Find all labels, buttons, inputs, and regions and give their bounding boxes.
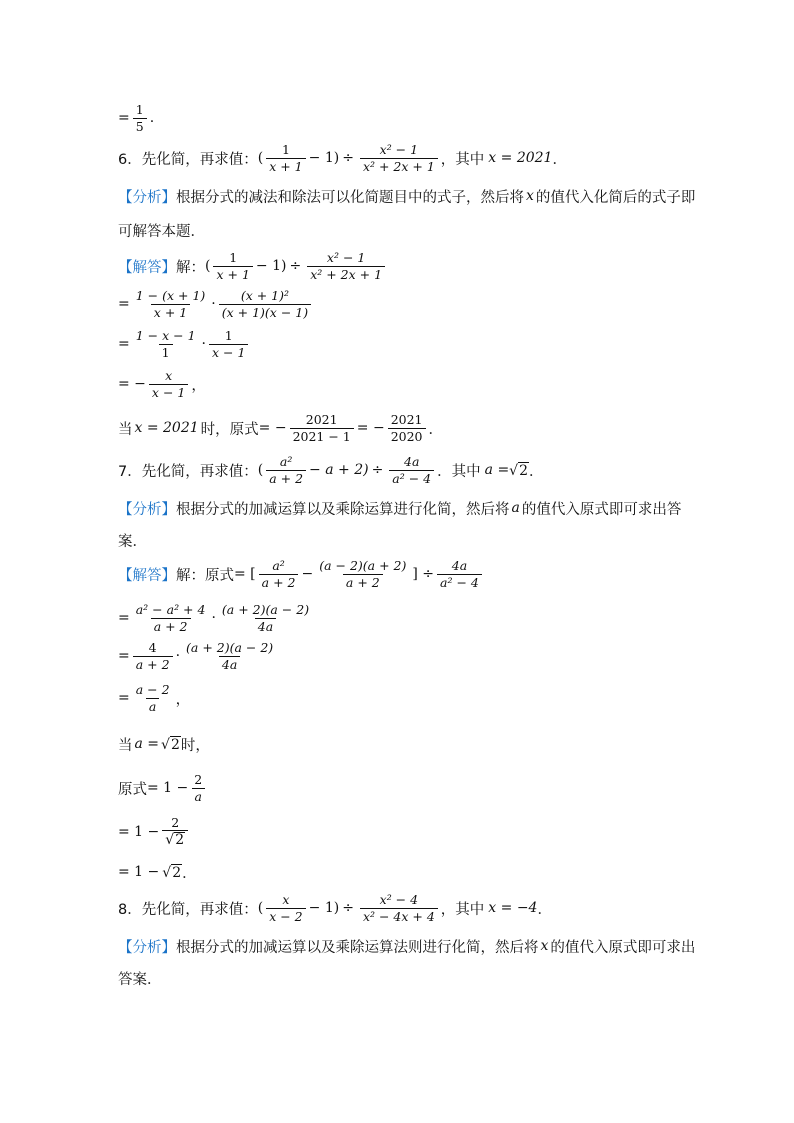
solution-7-step-3: = $\frac{4}{a + 2}$ · $\frac{(a + 2)(a - 2)}{4a}$ <box>118 634 279 678</box>
solution-6-step-3: = $\frac{1 - x - 1}{1}$ · $\frac{1}{x - 1}$ <box>118 322 251 366</box>
question-label: 8．先化简，再求值： <box>118 901 258 918</box>
solution-7-step-7: = 1 − 2 √ 2 <box>118 810 191 854</box>
analysis-8-line-1: 【分析】 根据分式的加减运算以及乘除运算法则进行化简，然后将 x 的值代入原式即可求出 <box>118 924 695 968</box>
analysis-6-line-2: 可解答本题． <box>118 223 205 240</box>
analysis-tag: 【分析】 <box>118 501 176 518</box>
question-label: 7．先化简，再求值： <box>118 463 258 480</box>
question-label: 6．先化简，再求值： <box>118 151 258 168</box>
sqrt: √ 2 <box>509 462 529 479</box>
analysis-7-line-1: 【分析】 根据分式的加减运算以及乘除运算进行化简，然后将 a 的值代入原式即可求出答 <box>118 486 681 530</box>
sqrt: √ 2 <box>162 864 182 881</box>
solution-7-step-1: 【解答】 解：原式 = [ $\frac{\text{a²}}{a + 2}$ − $\frac{(a - 2)(a + 2)}{a + 2}$ ] ÷ $\frac{4a}{\text{a² − 4}}$ <box>118 552 485 596</box>
fraction: $\frac{1 - x - 1}{1}$ <box>135 328 196 360</box>
analysis-8-line-2: 答案． <box>118 971 162 988</box>
fraction: $\frac{\text{a²}}{a + 2}$ <box>259 559 299 588</box>
equals-sign: = <box>118 110 130 126</box>
fraction: $\frac{\text{a²}}{a + 2}$ <box>266 455 306 484</box>
fraction: 2 √ 2 <box>162 816 188 848</box>
solution-6-step-1: 【解答】 解： ( $\frac{1}{x + 1}$ − 1) ÷ $\frac{\text{x² − 1}}{\text{x² + 2x + 1}}$ <box>118 244 388 288</box>
solution-6-step-4: = − $\frac{x}{x - 1}$ ， <box>118 368 206 400</box>
fraction: $\frac{1}{5}$ <box>133 103 147 132</box>
analysis-6-line-1: 【分析】 根据分式的减法和除法可以化简题目中的式子，然后将 x 的值代入化简后的式子即 <box>118 174 695 218</box>
sqrt: √ 2 <box>165 832 185 849</box>
fraction: $\frac{x}{x - 1}$ <box>149 369 188 398</box>
solution-6-step-2: = $\frac{1 - (x + 1)}{x + 1}$ · $\frac{\text{(x + 1)²}}{(x + 1)(x - 1)}$ <box>118 282 314 326</box>
solution-7-step-4: = $\frac{a - 2}{a}$ ， <box>118 682 191 714</box>
analysis-tag: 【分析】 <box>118 939 176 956</box>
analysis-tag: 【分析】 <box>118 189 176 206</box>
fraction: $\frac{\text{x² − 1}}{\text{x² + 2x + 1}}$ <box>360 143 438 172</box>
solution-tag: 【解答】 <box>118 259 176 276</box>
question-7: 7．先化简，再求值： ( $\frac{\text{a²}}{a + 2}$ − a + 2) ÷ $\frac{4a}{\text{a² − 4}}$ ．其中 a = √ 2 ． <box>118 454 544 486</box>
question-8: 8．先化简，再求值： ( $\frac{x}{x - 2}$ − 1) ÷ $\frac{\text{x² − 4}}{\text{x² − 4x + 4}}$ ，其中 x = −4 ． <box>118 892 552 924</box>
fraction: $\frac{4a}{\text{a² − 4}}$ <box>389 455 434 484</box>
fraction: $\frac{\text{x² − 1}}{\text{x² + 2x + 1}}$ <box>307 251 385 280</box>
fraction: $\frac{1}{x - 1}$ <box>209 329 248 358</box>
sqrt: √ 2 <box>161 736 180 753</box>
fraction: $\frac{(a + 2)(a - 2)}{4a}$ <box>186 640 274 672</box>
question-6: 6．先化简，再求值： ( $\frac{1}{x + 1}$ − 1) ÷ $\frac{\text{x² − 1}}{\text{x² + 2x + 1}}$ ，其中 x = 2021 ． <box>118 142 567 174</box>
solution-tag: 【解答】 <box>118 567 176 584</box>
fraction: $\frac{\text{a² − a² + 4}}{a + 2}$ <box>135 602 206 634</box>
fraction: $\frac{4a}{\text{a² − 4}}$ <box>437 559 482 588</box>
fraction: $\frac{2021}{2021 - 1}$ <box>290 413 354 442</box>
result-line-q5: = $\frac{1}{5}$ . <box>118 102 155 134</box>
analysis-7-line-2: 案． <box>118 533 147 550</box>
fraction: $\frac{x}{x - 2}$ <box>266 893 305 922</box>
fraction: $\frac{\text{(x + 1)²}}{(x + 1)(x - 1)}$ <box>219 289 311 318</box>
solution-7-step-5: 当 a = √ 2 时， <box>118 736 210 754</box>
fraction: $\frac{1}{x + 1}$ <box>213 251 252 280</box>
fraction: $\frac{a - 2}{a}$ <box>135 682 170 714</box>
fraction: $\frac{1}{x + 1}$ <box>266 143 305 172</box>
fraction: $\frac{1 - (x + 1)}{x + 1}$ <box>135 288 206 320</box>
fraction: $\frac{(a - 2)(a + 2)}{a + 2}$ <box>319 558 407 590</box>
fraction: $\frac{2}{a}$ <box>191 773 205 802</box>
fraction: $\frac{(a + 2)(a - 2)}{4a}$ <box>221 602 310 634</box>
solution-7-step-8: = 1 − √ 2 ． <box>118 864 197 882</box>
solution-7-step-6: 原式 = 1 − $\frac{2}{a}$ <box>118 766 208 810</box>
solution-6-step-5: 当 x = 2021 时，原式 = − $\frac{2021}{2021 - 1}$ = − $\frac{2021}{2020}$ ． <box>118 412 443 444</box>
fraction: $\frac{\text{x² − 4}}{\text{x² − 4x + 4}}$ <box>360 893 438 922</box>
solution-7-step-2: = $\frac{\text{a² − a² + 4}}{a + 2}$ · $\frac{(a + 2)(a - 2)}{4a}$ <box>118 596 315 640</box>
fraction: $\frac{4}{a + 2}$ <box>133 641 173 670</box>
fraction: $\frac{2021}{2020}$ <box>388 413 426 442</box>
